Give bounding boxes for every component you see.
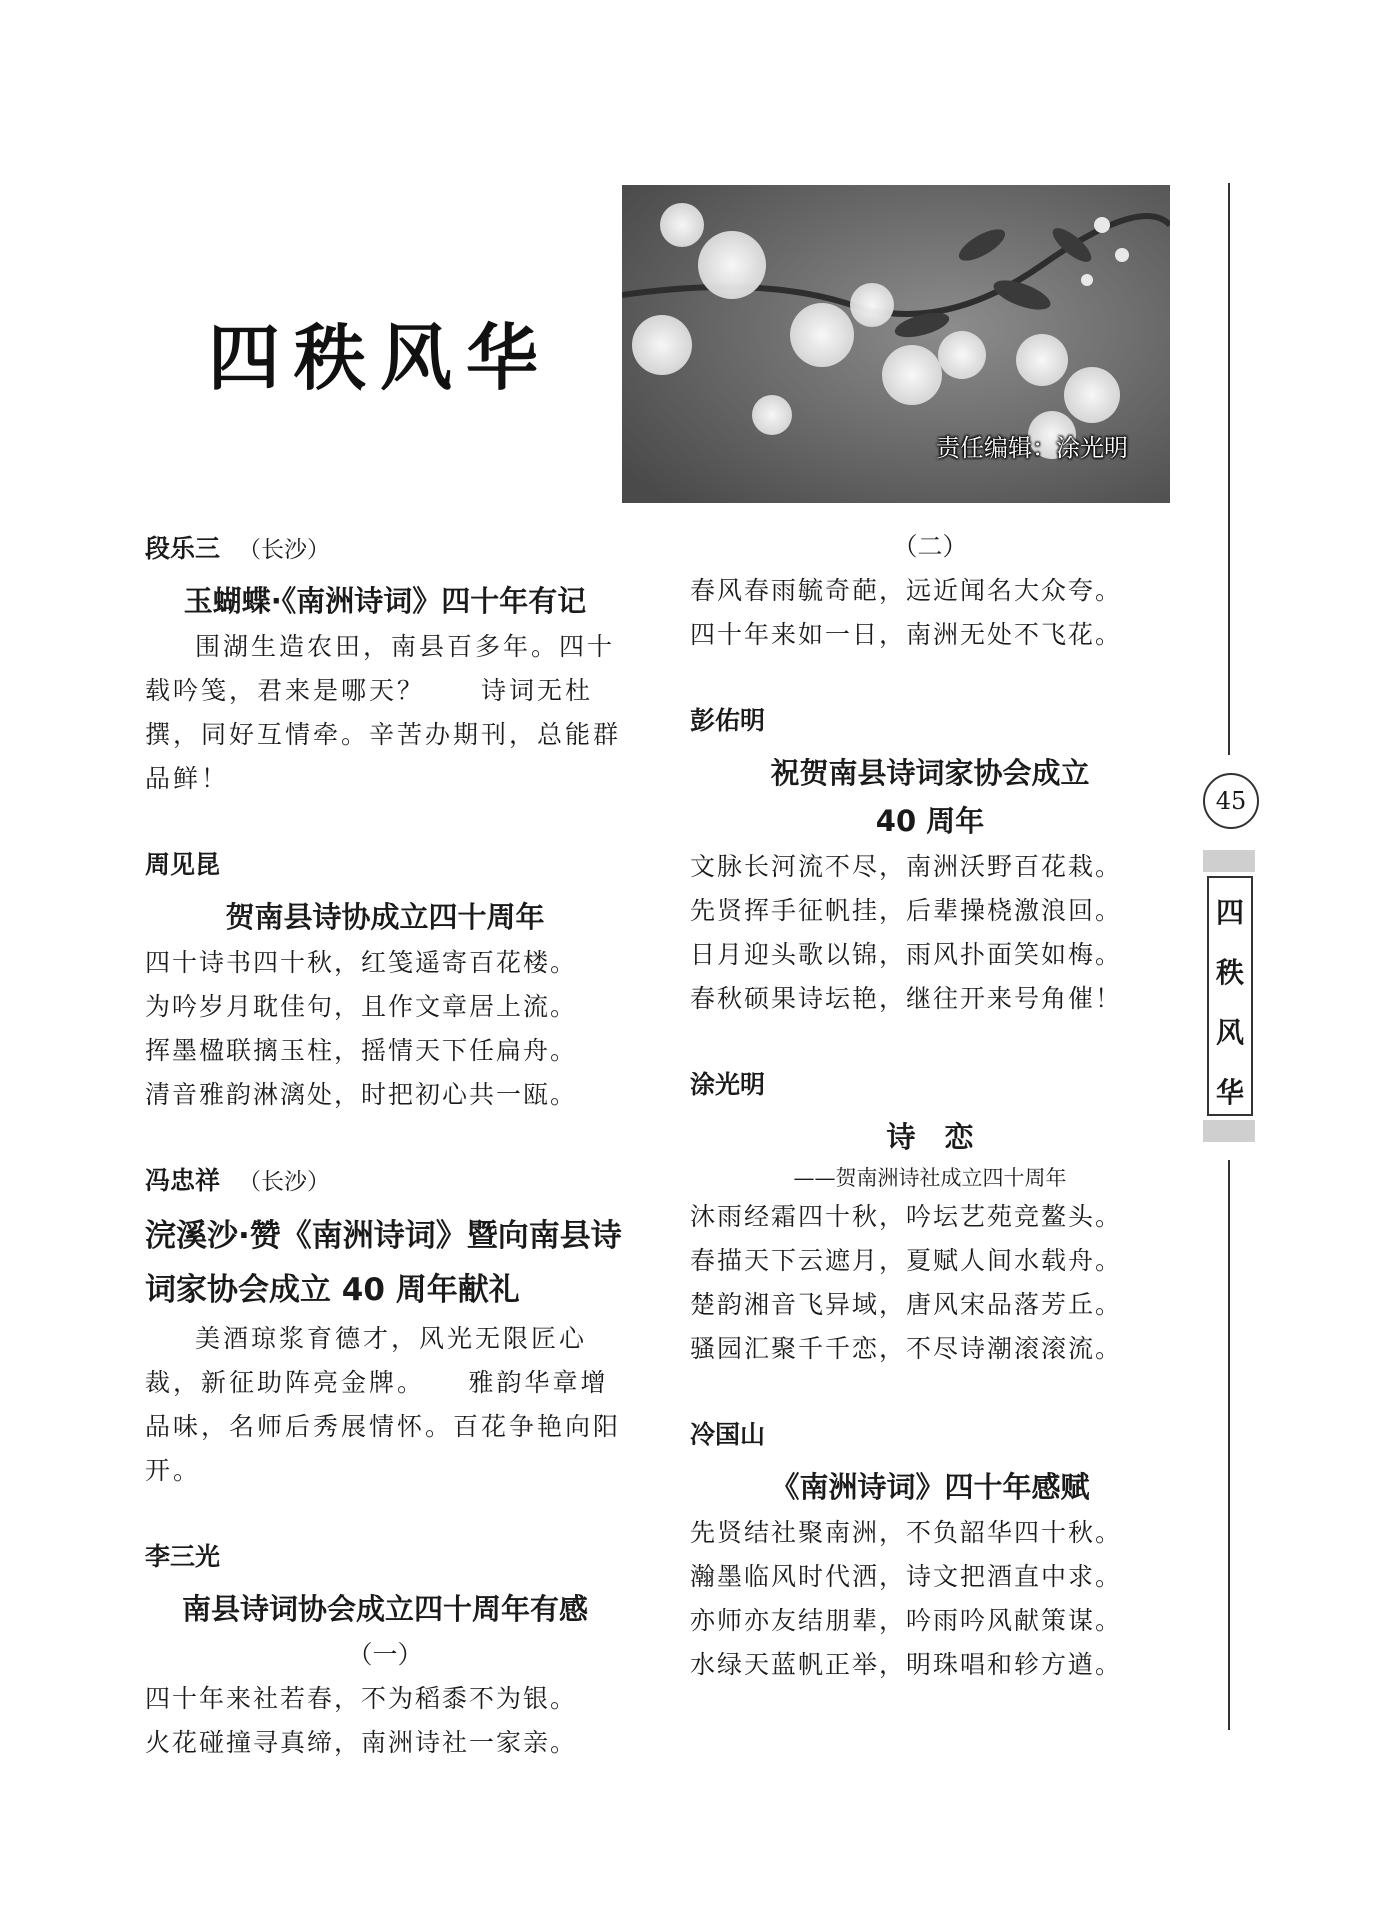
poem-line: 楚韵湘音飞异域，唐风宋品落芳丘。 — [690, 1290, 1123, 1319]
poem-title: 浣溪沙·赞《南洲诗词》暨向南县诗词家协会成立 40 周年献礼 — [145, 1218, 622, 1308]
poem-title: 南县诗词协会成立四十周年有感 — [181, 1592, 588, 1626]
label-char: 风 — [1215, 1016, 1244, 1049]
poem-block — [145, 1157, 625, 1493]
poem-block — [690, 1411, 1170, 1687]
poem-line: 春秋硕果诗坛艳，继往开来号角催！ — [690, 984, 1123, 1013]
author-name: 涂光明 — [690, 1070, 766, 1099]
poem-author — [145, 841, 625, 889]
poem-block — [690, 697, 1170, 1021]
poem-line: 四十诗书四十秋，红笺遥寄百花楼。 — [145, 948, 578, 977]
poem-title: 祝贺南县诗词家协会成立 — [770, 756, 1090, 790]
poem-author — [690, 1061, 1170, 1109]
poem-text — [690, 1195, 1170, 1371]
poem-text — [690, 1511, 1170, 1687]
poem-author — [145, 1533, 625, 1581]
poem-text — [145, 1677, 625, 1765]
header-photo — [622, 185, 1170, 503]
poem-line: 火花碰撞寻真缔，南洲诗社一家亲。 — [145, 1728, 578, 1757]
label-cap-bottom — [1203, 1120, 1255, 1142]
poem-title: 《南洲诗词》四十年感赋 — [770, 1470, 1090, 1504]
section-side-label — [1203, 850, 1255, 1142]
poem-title: 诗 恋 — [886, 1120, 974, 1154]
poem-title: 玉蝴蝶·《南洲诗词》四十年有记 — [183, 584, 587, 618]
poem-text: 围湖生造农田，南县百多年。四十载吟笺，君来是哪天？ 诗词无杜撰，同好互情牵。辛苦办期刊，总能群品鲜！ — [145, 632, 622, 793]
editor-credit: 责任编辑：涂光明 — [936, 434, 1128, 462]
right-column — [690, 525, 1170, 1687]
poem-part: （一） — [347, 1640, 423, 1669]
vertical-rule-top — [1228, 183, 1230, 755]
author-name: 周见昆 — [145, 850, 221, 879]
poem-block — [145, 841, 625, 1117]
poem-line: 文脉长河流不尽，南洲沃野百花栽。 — [690, 852, 1123, 881]
label-cap-top — [1203, 850, 1255, 872]
poem-block — [690, 525, 1170, 657]
poem-line: 四十年来社若春，不为稻黍不为银。 — [145, 1684, 578, 1713]
poem-line: 瀚墨临风时代洒，诗文把酒直中求。 — [690, 1562, 1123, 1591]
poem-author — [145, 525, 625, 573]
label-box — [1207, 876, 1253, 1116]
poem-line: 挥墨楹联摛玉柱，摇情天下任扁舟。 — [145, 1036, 578, 1065]
page-number: 45 — [1203, 773, 1259, 829]
poem-line: 骚园汇聚千千恋，不尽诗潮滚滚流。 — [690, 1334, 1123, 1363]
poem-line: 先贤结社聚南洲，不负韶华四十秋。 — [690, 1518, 1123, 1547]
poem-line: 四十年来如一日，南洲无处不飞花。 — [690, 620, 1123, 649]
author-name: 冷国山 — [690, 1420, 766, 1449]
poem-text — [145, 941, 625, 1117]
poem-author — [690, 1411, 1170, 1459]
author-name: 李三光 — [145, 1542, 221, 1571]
poem-author — [145, 1157, 625, 1205]
poem-line: 沐雨经霜四十秋，吟坛艺苑竞鳌头。 — [690, 1202, 1123, 1231]
poem-line: 清音雅韵淋漓处，时把初心共一瓯。 — [145, 1080, 578, 1109]
poem-subtitle: ——贺南洲诗社成立四十周年 — [793, 1166, 1067, 1190]
poem-line: 亦师亦友结朋辈，吟雨吟风献策谋。 — [690, 1606, 1123, 1635]
author-name: 段乐三 — [145, 534, 221, 563]
author-name: 冯忠祥 — [145, 1166, 221, 1195]
poem-text: 美酒琼浆育德才，风光无限匠心裁，新征助阵亮金牌。 雅韵华章增品味，名师后秀展情怀。百花争艳向阳开。 — [145, 1324, 622, 1485]
poem-line: 为吟岁月耽佳句，且作文章居上流。 — [145, 992, 578, 1021]
poem-line: 春描天下云遮月，夏赋人间水载舟。 — [690, 1246, 1123, 1275]
poem-text — [690, 569, 1170, 657]
author-name: 彭佑明 — [690, 706, 766, 735]
poem-block — [690, 1061, 1170, 1371]
label-char: 秩 — [1215, 956, 1244, 989]
poem-title: 贺南县诗协成立四十周年 — [225, 900, 545, 934]
vertical-rule-bottom — [1228, 1160, 1230, 1730]
poem-block — [145, 525, 625, 801]
poem-title-line-2: 40 周年 — [875, 804, 985, 838]
poem-part: （二） — [892, 532, 968, 561]
label-char: 四 — [1215, 896, 1244, 929]
author-place: （长沙） — [238, 537, 331, 563]
label-char: 华 — [1215, 1076, 1244, 1109]
page-title: 四秩风华 — [208, 315, 553, 400]
poem-line: 先贤挥手征帆挂，后辈操桡激浪回。 — [690, 896, 1123, 925]
poem-line: 春风春雨毓奇葩，远近闻名大众夸。 — [690, 576, 1123, 605]
poem-block — [145, 1533, 625, 1765]
poem-line: 水绿天蓝帆正举，明珠唱和轸方遒。 — [690, 1650, 1123, 1679]
left-column — [145, 525, 625, 1765]
poem-text — [690, 845, 1170, 1021]
poem-author — [690, 697, 1170, 745]
poem-line: 日月迎头歌以锦，雨风扑面笑如梅。 — [690, 940, 1123, 969]
author-place: （长沙） — [238, 1169, 331, 1195]
